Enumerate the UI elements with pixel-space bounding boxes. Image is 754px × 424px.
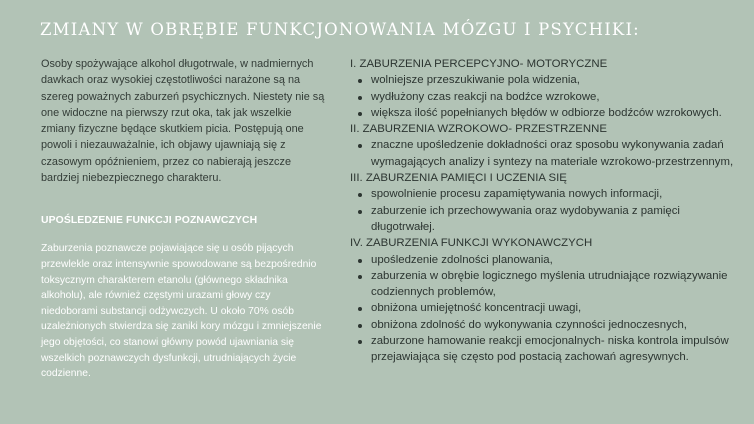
list-item: [350, 203, 745, 236]
intro-paragraph: Osoby spożywające alkohol długotrwale, w nadmiernych dawkach oraz wysokiej częstotliwości narażone są na szereg poważnych zaburzeń psychicznych. Niestety nie są one widoczne na pierwszy rzut oka, tak jak wszelkie zmiany fizyczne będące skutkiem picia. Postępują one powoli i niezauważalnie, ich objawy ujawniają się z czasowym opóźnieniem, przez co nabierają jeszcze bardziej niebezpiecznego charakteru.: [41, 58, 325, 185]
left-column: [41, 56, 326, 382]
bullet-icon: [358, 96, 362, 100]
cognitive-paragraph: Zaburzenia poznawcze pojawiające się u osób pijących przewlekle oraz intensywnie spowodowane są bezpośrednio toksycznym charakterem etanolu (głównego składnika alkoholu), ale również częstymi urazami głowy czy niedoborami substancji odżywczych. U około 70% osób uzależnionych stwierdza się zaniki kory mózgu i zmniejszenie jego objętości, co stanowi główny powód ujawniania się wszelkich poznawczych dysfunkcji, utrudniających życie codzienne.: [41, 243, 322, 380]
list-item-text: większa ilość popełnianych błędów w odbiorze bodźców wzrokowych.: [371, 106, 722, 119]
list-item-text: wydłużony czas reakcji na bodźce wzrokowe,: [371, 90, 600, 103]
section-title: I. ZABURZENIA PERCEPCYJNO- MOTORYCZNE: [350, 58, 608, 70]
bullet-icon: [358, 324, 362, 328]
list-item: [350, 333, 745, 366]
list-item: [350, 105, 745, 121]
bullet-icon: [358, 259, 362, 263]
list-item: [350, 268, 745, 301]
section-visuospatial: [350, 121, 745, 170]
bullet-icon: [358, 112, 362, 116]
list-item-text: zaburzenie ich przechowywania oraz wydobywania z pamięci długotrwałej.: [371, 204, 680, 233]
bullet-icon: [358, 340, 362, 344]
list-item: [350, 252, 745, 268]
list-item-text: obniżona zdolność do wykonywania czynności jednoczesnych,: [371, 318, 687, 331]
list-item: [350, 72, 745, 88]
section-title: II. ZABURZENIA WZROKOWO- PRZESTRZENNE: [350, 123, 607, 136]
list-item: [350, 300, 745, 316]
list-item-text: wolniejsze przeszukiwanie pola widzenia,: [371, 74, 580, 87]
section-title: IV. ZABURZENIA FUNKCJI WYKONAWCZYCH: [350, 237, 593, 250]
list-item-text: zaburzone hamowanie reakcji emocjonalnych- niska kontrola impulsów przejawiająca się często pod postacią zachowań agresywnych.: [371, 335, 729, 364]
list-item-text: spowolnienie procesu zapamiętywania nowych informacji,: [371, 188, 663, 201]
list-item-text: obniżona umiejętność koncentracji uwagi,: [371, 302, 582, 315]
section-title: III. ZABURZENIA PAMIĘCI I UCZENIA SIĘ: [350, 172, 567, 185]
page-title: ZMIANY W OBRĘBIE FUNKCJONOWANIA MÓZGU I PSYCHIKI:: [40, 20, 640, 39]
cognitive-subheading: UPOŚLEDZENIE FUNKCJI POZNAWCZYCH: [41, 215, 258, 227]
bullet-icon: [358, 193, 362, 197]
list-item: [350, 89, 745, 105]
list-item: [350, 137, 745, 170]
section-memory-learning: [350, 170, 745, 235]
bullet-icon: [358, 275, 362, 279]
list-item-text: upośledzenie zdolności planowania,: [371, 253, 553, 266]
list-item-text: zaburzenia w obrębie logicznego myślenia utrudniające rozwiązywanie codziennych problemów,: [371, 269, 728, 299]
section-executive-functions: [350, 235, 745, 365]
list-item-text: znaczne upośledzenie dokładności oraz sposobu wykonywania zadań wymagających analizy i syntezy na materiale wzrokowo-przestrzennym,: [371, 139, 734, 168]
bullet-icon: [358, 307, 362, 311]
section-perceptual-motor: [350, 56, 745, 121]
list-item: [350, 186, 745, 202]
bullet-icon: [358, 79, 362, 83]
right-column: [350, 56, 745, 366]
list-item: [350, 317, 745, 333]
bullet-icon: [358, 144, 362, 148]
bullet-icon: [358, 210, 362, 214]
